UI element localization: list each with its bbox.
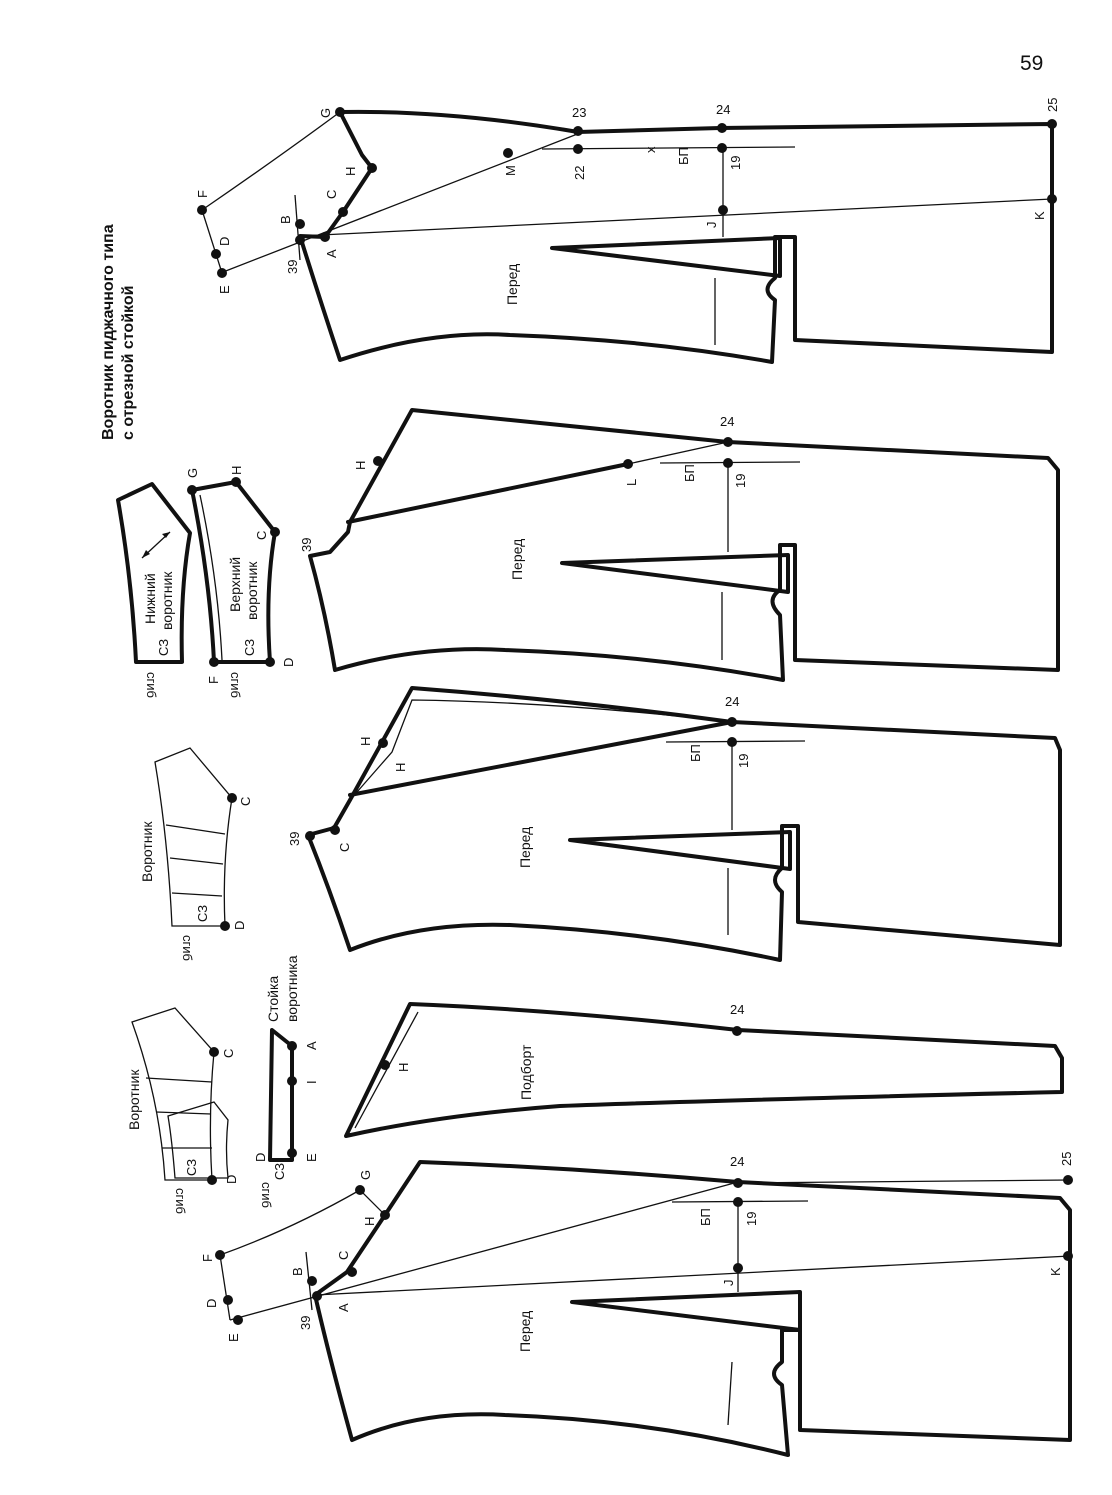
panel-5-pocket-line [728,1362,732,1425]
point-d [265,657,275,667]
label-a: A [304,1041,319,1050]
point-24 [732,1026,742,1036]
point-g [187,485,197,495]
label-h2: H [393,762,408,772]
label-d: D [217,236,232,246]
label-c: C [221,1048,236,1058]
label-bp: БП [682,464,697,482]
point-c [209,1047,219,1057]
point-a [320,232,330,242]
point-19 [717,143,727,153]
under-collar-outline [118,484,190,662]
label-23: 23 [572,105,587,120]
point-c [270,527,280,537]
label-g: G [185,467,200,478]
label-d: D [232,920,247,930]
label-39: 39 [287,831,302,846]
label-39: 39 [298,1315,313,1330]
under-collar-label-2: воротник [159,571,175,630]
point-b [295,219,305,229]
point-d [211,249,221,259]
label-k: K [1048,1267,1063,1276]
panel-3-collar-cb: СЗ [195,904,210,922]
stand-label-2: воротника [284,955,300,1022]
panel-2-front-with-lapel [299,410,1058,680]
label-a: A [324,249,339,258]
upper-collar-label-2: воротник [244,561,260,620]
page-title [100,224,137,440]
panel-4-collar-slash-1 [146,1078,212,1082]
label-f: F [200,1254,215,1262]
label-a: A [336,1303,351,1312]
point-c [227,793,237,803]
panel-3-lapel-edge [350,722,732,795]
panel-3-collar-outline [155,748,232,926]
label-b: B [290,1267,305,1276]
point-39 [305,831,315,841]
stand-cb: СЗ [272,1162,287,1180]
point-a [287,1041,297,1051]
label-f: F [195,190,210,198]
label-h: H [358,736,373,746]
panel-3-front-with-stand [287,688,1060,960]
label-e: E [226,1333,241,1342]
point-m [503,148,513,158]
panel-5-outline [315,1162,1070,1455]
label-facing: Подборт [518,1044,534,1100]
point-j [733,1263,743,1273]
panel-3-points [305,717,737,841]
panel-5-points [215,1175,1073,1325]
point-h [373,456,383,466]
label-x: x [643,146,658,153]
point-24 [717,123,727,133]
panel-1-roll-line [218,133,580,274]
point-c [338,207,348,217]
panel-4-collar-stand [253,955,319,1208]
point-19 [733,1197,743,1207]
panel-1-front-draft [195,98,1060,362]
panel-4-collar-cb: СЗ [184,1158,199,1176]
panel-3-dart [570,832,790,869]
label-front: Перед [517,826,533,868]
label-24: 24 [730,1002,745,1017]
point-25 [1063,1175,1073,1185]
panel-3-labels [287,694,751,868]
point-e [287,1148,297,1158]
label-j: J [704,221,719,228]
panel-3-outline [308,688,1060,960]
panel-2-lapel-edge [348,464,628,522]
panel-4-collar-fold: сгиб [173,1188,188,1214]
point-39 [295,235,305,245]
point-c [330,825,340,835]
point-19 [723,458,733,468]
label-g: G [358,1169,373,1180]
point-h [380,1060,390,1070]
upper-collar-fold: сгиб [228,672,243,698]
point-e [233,1315,243,1325]
point-h [367,163,377,173]
title-line-1: Воротник пиджачного типа [100,224,117,440]
panel-2-dart [562,555,788,592]
point-d [223,1295,233,1305]
label-24: 24 [716,102,731,117]
point-23 [573,126,583,136]
label-h: H [343,166,358,176]
under-collar-fold: сгиб [144,672,159,698]
panel-1-chest-line [300,199,1052,236]
label-d: D [281,657,296,667]
label-h: H [229,465,244,475]
upper-collar-label-1: Верхний [227,556,243,612]
point-k [1063,1251,1073,1261]
stand-label-1: Стойка [265,975,281,1022]
label-39: 39 [299,537,314,552]
point-k [1047,194,1057,204]
panel-5-hem-line [738,1180,1070,1183]
point-h [378,738,388,748]
point-h [380,1210,390,1220]
point-24 [723,437,733,447]
label-39: 39 [285,259,300,274]
label-c: C [254,530,269,540]
panel-5-front-draft [200,1152,1074,1455]
point-22 [573,144,583,154]
label-g: G [318,107,333,118]
label-25: 25 [1059,1151,1074,1166]
panel-4-facing [346,1002,1062,1136]
point-25 [1047,119,1057,129]
point-f [197,205,207,215]
label-24: 24 [725,694,740,709]
under-collar-cb: СЗ [156,638,171,656]
label-24: 24 [730,1154,745,1169]
upper-collar-cb: СЗ [242,638,257,656]
label-front: Перед [517,1310,533,1352]
panel-5-dart [572,1292,800,1330]
page-number: 59 [1020,52,1044,75]
point-a [312,1291,322,1301]
label-f: F [206,676,221,684]
label-j: J [721,1279,736,1286]
label-m: M [503,165,518,176]
panel-2-roll-line [628,442,728,464]
point-c [347,1267,357,1277]
point-19 [727,737,737,747]
label-l: L [624,478,639,486]
point-j [718,205,728,215]
panel-3-collar-slash-3 [172,893,222,896]
label-front: Перед [509,538,525,580]
label-h: H [362,1216,377,1226]
panel-2-upper-collar [185,466,296,698]
label-d: D [253,1152,268,1162]
label-bp: БП [698,1208,713,1226]
label-25: 25 [1045,97,1060,112]
under-collar-label-1: Нижний [142,573,158,624]
panel-3-collar-slash-1 [166,825,225,834]
panel-3-collar-slash-2 [170,858,223,864]
label-e: E [217,285,232,294]
label-h: H [396,1062,411,1072]
panel-4-collar-slash-2 [156,1112,211,1114]
label-i: I [304,1080,319,1084]
label-24: 24 [720,414,735,429]
panel-4-outline [346,1004,1062,1136]
label-b: B [278,215,293,224]
label-c: C [324,189,339,199]
point-e [217,268,227,278]
label-h: H [353,460,368,470]
point-l [623,459,633,469]
point-f [209,657,219,667]
label-bp: БП [676,147,691,165]
label-19: 19 [733,473,748,488]
point-d [207,1175,217,1185]
point-g [355,1185,365,1195]
panel-2-outline [310,410,1058,680]
label-e: E [304,1153,319,1162]
panel-2-under-collar [118,484,190,698]
label-d: D [204,1298,219,1308]
label-collar: Воротник [139,821,155,882]
label-bp: БП [688,744,703,762]
panel-3-collar [139,748,253,961]
label-k: K [1032,211,1047,220]
label-19: 19 [736,753,751,768]
point-g [335,107,345,117]
panel-3-collar-fold: сгиб [180,935,195,961]
label-19: 19 [744,1211,759,1226]
label-22: 22 [572,165,587,180]
point-b [307,1276,317,1286]
label-collar: Воротник [126,1069,142,1130]
panel-1-collar-outline [202,112,340,273]
panel-5-chest-line [315,1256,1070,1295]
label-c: C [336,1250,351,1260]
point-h [231,477,241,487]
label-c: C [337,842,352,852]
point-d [220,921,230,931]
title-line-2: с отрезной стойкой [120,285,137,440]
stand-fold: сгиб [259,1182,274,1208]
label-19: 19 [728,155,743,170]
label-d: D [224,1174,239,1184]
point-24 [727,717,737,727]
point-i [287,1076,297,1086]
point-f [215,1250,225,1260]
label-front: Перед [504,263,520,305]
panel-1-dart [552,238,780,276]
point-24 [733,1178,743,1188]
label-c: C [238,796,253,806]
